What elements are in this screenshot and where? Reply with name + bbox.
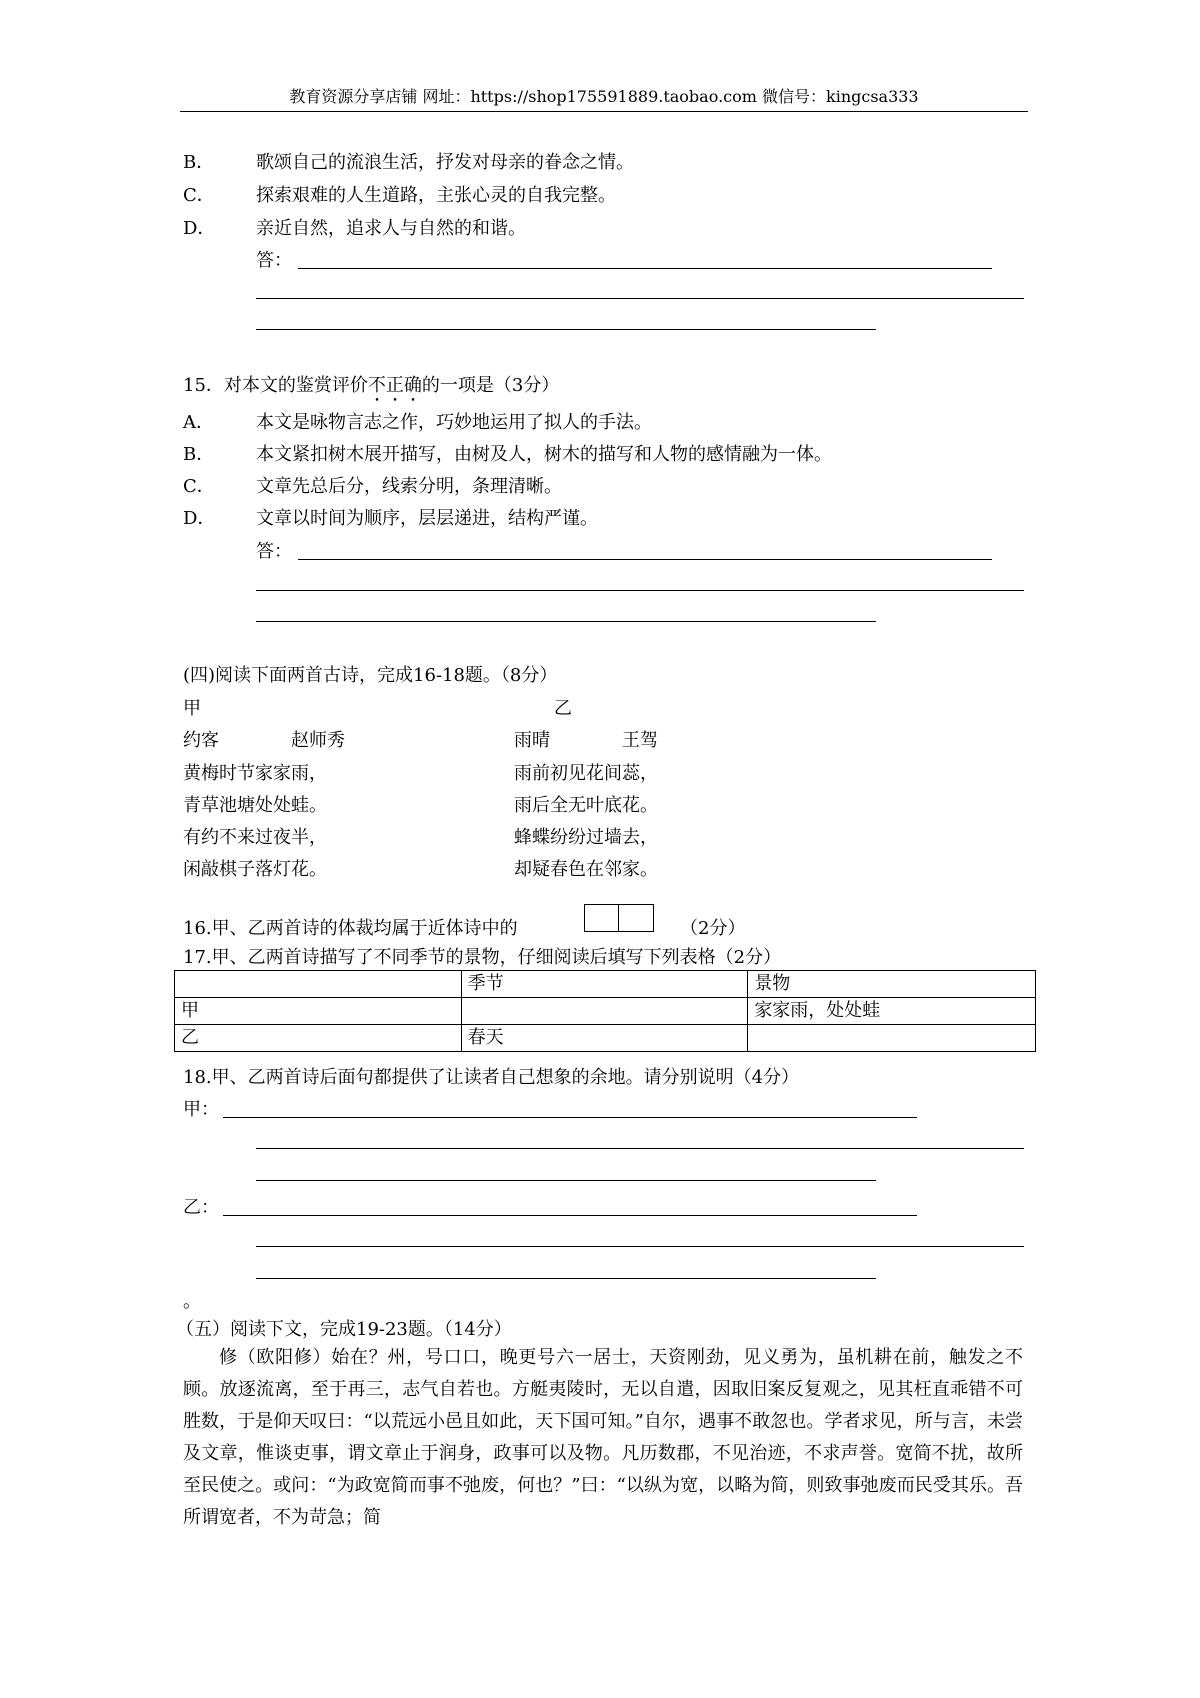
q16-score: （2分）: [680, 918, 746, 939]
table-header-cell: 季节: [461, 971, 748, 998]
section5-paragraph: 修（欧阳修）始在？州，号口口，晚更号六一居士，天资刚劲，见义勇为，虽机耕在前，触发之不顾。放逐流离，至于再三，志气自若也。方艇夷陵时，无以自遣，因取旧案反复观之，见其枉直乖错不可胜数，于是仰天叹曰：“以荒远小邑且如此，天下国可知。”自尔，遇事不敢忽也。学者求见，所与言，未尝及文章，惟谈吏事，谓文章止于润身，政事可以及物。凡历数郡，不见治迹，不求声誉。宽简不扰，故所至民使之。或问：“为政宽简而事不弛废，何也？”曰：“以纵为宽，以略为简，则致事弛废而民受其乐。吾所谓宽者，不为苛急；简: [183, 1347, 1023, 1528]
q14-option-d-letter: D．: [183, 218, 216, 239]
q15-stem-end: 的一项是（3分）: [421, 375, 560, 396]
q18-jia-label: 甲：: [183, 1099, 219, 1120]
q18-jia-line-3[interactable]: [256, 1180, 876, 1181]
q15-answer-line-1[interactable]: [298, 559, 992, 560]
page-header: 教育资源分享店铺 网址：https://shop175591889.taobao.com 微信号：kingcsa333: [289, 87, 919, 106]
q16-question: 16.甲、乙两首诗的体裁均属于近体诗中的: [183, 918, 518, 939]
q15-question: [183, 374, 559, 406]
q15-emphasis: 不正确: [367, 375, 422, 396]
q15-answer-label: 答：: [256, 541, 292, 562]
q18-jia-line-2[interactable]: [256, 1148, 1024, 1149]
q15-option-a-text: 本文是咏物言志之作，巧妙地运用了拟人的手法。: [256, 412, 652, 433]
table-cell: 春天: [461, 1025, 748, 1052]
q14-option-c-letter: C．: [183, 185, 215, 206]
table-row: [175, 998, 1036, 1025]
q14-answer-label: 答：: [256, 250, 292, 271]
table-cell-fillable[interactable]: [461, 998, 748, 1025]
q14-answer-line-1[interactable]: [298, 268, 992, 269]
q18-yi-line-2[interactable]: [256, 1246, 1024, 1247]
poem-yi-author: 王驾: [622, 730, 658, 751]
poem-yi-title: 雨晴: [514, 730, 550, 751]
q17-question: 17.甲、乙两首诗描写了不同季节的景物，仔细阅读后填写下列表格（2分）: [183, 947, 782, 968]
q15-option-a-letter: A．: [183, 412, 214, 433]
q14-option-b-letter: B．: [183, 152, 215, 173]
q15-answer-line-3[interactable]: [256, 621, 876, 622]
poem-yi-label: 乙: [554, 698, 572, 719]
q16-box-divider: [618, 905, 619, 931]
stray-mark: 。: [183, 1291, 201, 1312]
poem-jia-line-4: 闲敲棋子落灯花。: [183, 859, 327, 880]
q18-jia-line-1[interactable]: [223, 1117, 917, 1118]
q18-yi-line-3[interactable]: [256, 1278, 876, 1279]
poem-yi-line-2: 雨后全无叶底花。: [514, 795, 658, 816]
table-cell: 乙: [175, 1025, 462, 1052]
q18-question: 18.甲、乙两首诗后面句都提供了让读者自己想象的余地。请分别说明（4分）: [183, 1067, 800, 1088]
q16-answer-boxes[interactable]: [584, 904, 654, 932]
q15-option-d-letter: D．: [183, 508, 216, 529]
table-header-cell: [175, 971, 462, 998]
poem-yi-line-3: 蜂蝶纷纷过墙去，: [514, 827, 658, 848]
q15-option-c-text: 文章先总后分，线索分明，条理清晰。: [256, 476, 562, 497]
q14-option-d-text: 亲近自然，追求人与自然的和谐。: [256, 218, 526, 239]
table-cell-fillable[interactable]: [748, 1025, 1036, 1052]
header-rule: [180, 111, 1028, 112]
q17-table: [174, 970, 1036, 1052]
q18-yi-line-1[interactable]: [223, 1215, 917, 1216]
q15-stem-start: 15．对本文的鉴赏评价: [183, 375, 368, 396]
poem-jia-label: 甲: [183, 698, 201, 719]
poem-jia-line-2: 青草池塘处处蛙。: [183, 795, 327, 816]
q15-option-d-text: 文章以时间为顺序，层层递进，结构严谨。: [256, 508, 598, 529]
q14-answer-line-3[interactable]: [256, 329, 876, 330]
poem-jia-author: 赵师秀: [291, 730, 345, 751]
table-header-row: [175, 971, 1036, 998]
q18-yi-label: 乙：: [183, 1197, 219, 1218]
q14-option-c-text: 探索艰难的人生道路，主张心灵的自我完整。: [256, 185, 616, 206]
table-cell: 甲: [175, 998, 462, 1025]
section4-intro: (四)阅读下面两首古诗，完成16-18题。（8分）: [183, 665, 558, 686]
q15-answer-line-2[interactable]: [256, 590, 1024, 591]
poem-jia-line-1: 黄梅时节家家雨，: [183, 763, 327, 784]
section5-intro: （五）阅读下文，完成19-23题。（14分）: [176, 1319, 512, 1340]
table-cell: 家家雨，处处蛙: [748, 998, 1036, 1025]
poem-jia-title: 约客: [183, 730, 219, 751]
q14-answer-line-2[interactable]: [256, 298, 1024, 299]
table-row: [175, 1025, 1036, 1052]
q14-option-b-text: 歌颂自己的流浪生活，抒发对母亲的眷念之情。: [256, 152, 634, 173]
poem-jia-line-3: 有约不来过夜半，: [183, 827, 327, 848]
poem-yi-line-1: 雨前初见花间蕊，: [514, 763, 658, 784]
q15-option-b-text: 本文紧扣树木展开描写，由树及人，树木的描写和人物的感情融为一体。: [256, 444, 832, 465]
poem-yi-line-4: 却疑春色在邻家。: [514, 859, 658, 880]
q15-option-c-letter: C．: [183, 476, 215, 497]
table-header-cell: 景物: [748, 971, 1036, 998]
q15-option-b-letter: B．: [183, 444, 215, 465]
